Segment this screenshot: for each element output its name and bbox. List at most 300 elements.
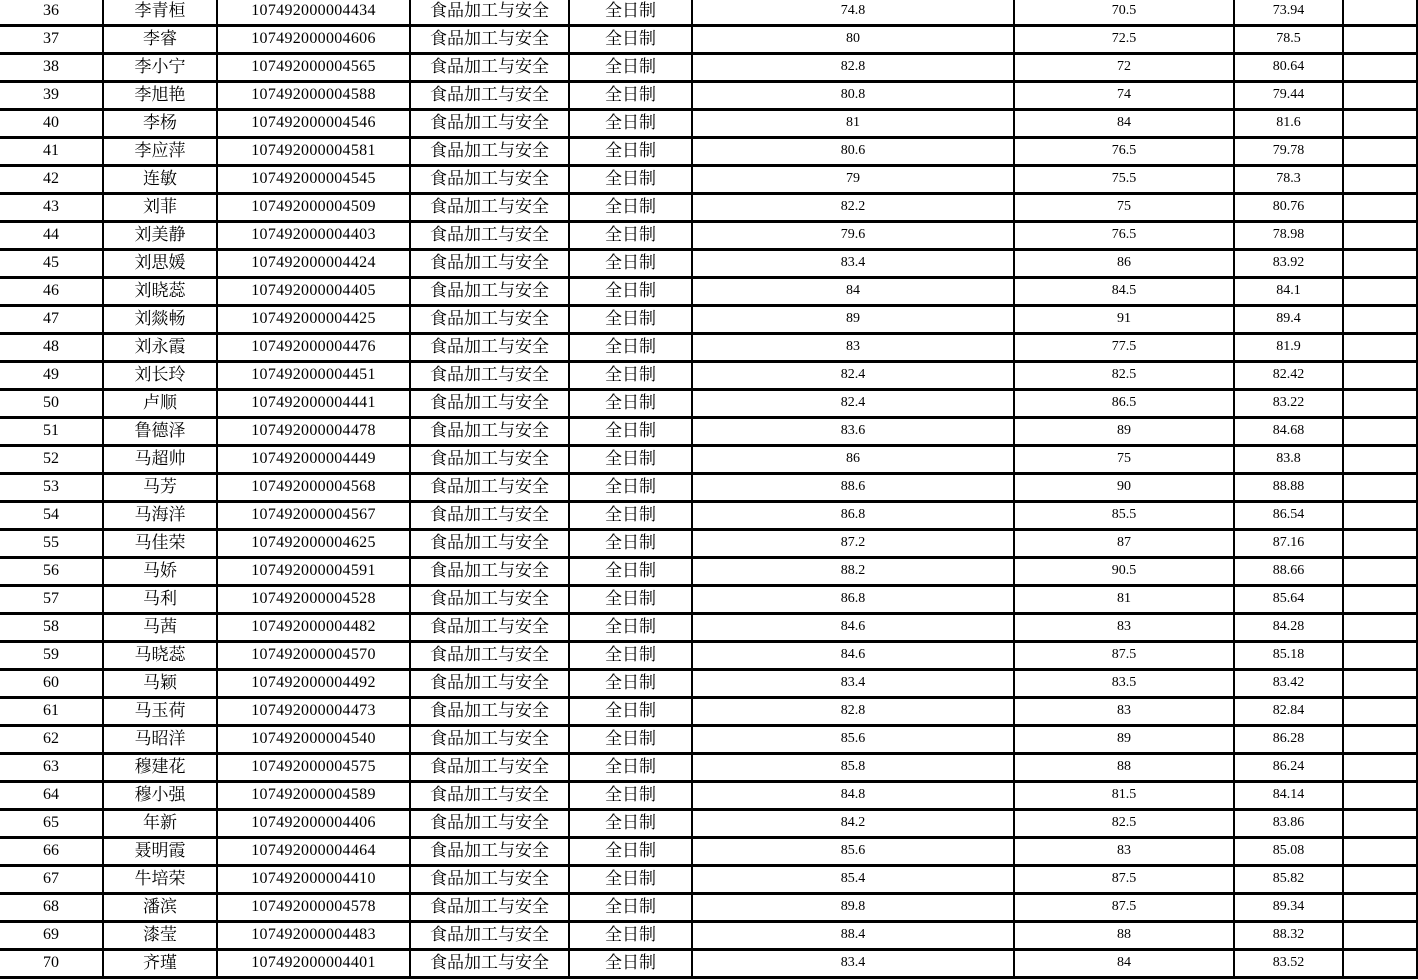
cell-score2: 75 <box>1015 195 1235 223</box>
table-row <box>0 419 1418 447</box>
cell-serial-number: 40 <box>0 111 104 139</box>
table-row <box>0 895 1418 923</box>
cell-score2: 85.5 <box>1015 503 1235 531</box>
cell-major: 食品加工与安全 <box>411 27 570 55</box>
cell-remark <box>1344 951 1418 979</box>
cell-study-mode: 全日制 <box>570 167 693 195</box>
cell-serial-number: 43 <box>0 195 104 223</box>
table-row <box>0 475 1418 503</box>
table-row <box>0 391 1418 419</box>
table-row <box>0 363 1418 391</box>
cell-exam-id: 107492000004591 <box>218 559 411 587</box>
table-row <box>0 251 1418 279</box>
cell-score1: 84.6 <box>693 615 1015 643</box>
table-row <box>0 223 1418 251</box>
cell-score2: 87.5 <box>1015 643 1235 671</box>
cell-major: 食品加工与安全 <box>411 699 570 727</box>
table-row <box>0 699 1418 727</box>
cell-total-score: 78.5 <box>1235 27 1344 55</box>
table-row <box>0 503 1418 531</box>
cell-study-mode: 全日制 <box>570 391 693 419</box>
cell-serial-number: 36 <box>0 0 104 27</box>
cell-total-score: 83.42 <box>1235 671 1344 699</box>
cell-name: 马晓蕊 <box>104 643 218 671</box>
cell-score2: 72.5 <box>1015 27 1235 55</box>
cell-serial-number: 50 <box>0 391 104 419</box>
cell-total-score: 85.82 <box>1235 867 1344 895</box>
cell-remark <box>1344 167 1418 195</box>
cell-score2: 84.5 <box>1015 279 1235 307</box>
cell-remark <box>1344 27 1418 55</box>
cell-name: 马娇 <box>104 559 218 587</box>
table-row <box>0 811 1418 839</box>
cell-serial-number: 55 <box>0 531 104 559</box>
cell-exam-id: 107492000004545 <box>218 167 411 195</box>
cell-serial-number: 41 <box>0 139 104 167</box>
cell-major: 食品加工与安全 <box>411 0 570 27</box>
cell-score1: 88.4 <box>693 923 1015 951</box>
cell-remark <box>1344 587 1418 615</box>
cell-score2: 84 <box>1015 951 1235 979</box>
cell-exam-id: 107492000004606 <box>218 27 411 55</box>
cell-total-score: 73.94 <box>1235 0 1344 27</box>
cell-remark <box>1344 223 1418 251</box>
cell-total-score: 84.68 <box>1235 419 1344 447</box>
cell-total-score: 88.66 <box>1235 559 1344 587</box>
table-row <box>0 615 1418 643</box>
table-row <box>0 755 1418 783</box>
table-row <box>0 0 1418 27</box>
cell-score1: 82.2 <box>693 195 1015 223</box>
cell-total-score: 84.28 <box>1235 615 1344 643</box>
cell-score1: 74.8 <box>693 0 1015 27</box>
cell-serial-number: 62 <box>0 727 104 755</box>
cell-remark <box>1344 0 1418 27</box>
cell-exam-id: 107492000004464 <box>218 839 411 867</box>
cell-exam-id: 107492000004483 <box>218 923 411 951</box>
cell-score2: 88 <box>1015 755 1235 783</box>
cell-serial-number: 38 <box>0 55 104 83</box>
cell-exam-id: 107492000004492 <box>218 671 411 699</box>
cell-study-mode: 全日制 <box>570 27 693 55</box>
cell-score1: 80 <box>693 27 1015 55</box>
cell-name: 刘晓蕊 <box>104 279 218 307</box>
cell-score2: 84 <box>1015 111 1235 139</box>
cell-score1: 83.6 <box>693 419 1015 447</box>
cell-total-score: 83.86 <box>1235 811 1344 839</box>
cell-major: 食品加工与安全 <box>411 755 570 783</box>
cell-score2: 76.5 <box>1015 223 1235 251</box>
cell-total-score: 86.54 <box>1235 503 1344 531</box>
cell-score2: 74 <box>1015 83 1235 111</box>
cell-name: 李睿 <box>104 27 218 55</box>
cell-major: 食品加工与安全 <box>411 951 570 979</box>
cell-remark <box>1344 559 1418 587</box>
cell-total-score: 82.84 <box>1235 699 1344 727</box>
cell-total-score: 80.64 <box>1235 55 1344 83</box>
cell-total-score: 78.3 <box>1235 167 1344 195</box>
cell-remark <box>1344 755 1418 783</box>
cell-exam-id: 107492000004473 <box>218 699 411 727</box>
cell-total-score: 83.92 <box>1235 251 1344 279</box>
cell-major: 食品加工与安全 <box>411 363 570 391</box>
cell-score1: 85.4 <box>693 867 1015 895</box>
cell-name: 马芳 <box>104 475 218 503</box>
cell-serial-number: 65 <box>0 811 104 839</box>
cell-name: 李小宁 <box>104 55 218 83</box>
cell-score1: 79 <box>693 167 1015 195</box>
cell-score1: 80.6 <box>693 139 1015 167</box>
cell-serial-number: 58 <box>0 615 104 643</box>
cell-exam-id: 107492000004405 <box>218 279 411 307</box>
cell-score1: 83.4 <box>693 951 1015 979</box>
cell-score1: 82.8 <box>693 55 1015 83</box>
cell-study-mode: 全日制 <box>570 447 693 475</box>
cell-study-mode: 全日制 <box>570 0 693 27</box>
cell-remark <box>1344 503 1418 531</box>
table-row <box>0 951 1418 979</box>
cell-major: 食品加工与安全 <box>411 335 570 363</box>
cell-total-score: 88.32 <box>1235 923 1344 951</box>
table-row <box>0 139 1418 167</box>
table-row <box>0 335 1418 363</box>
cell-serial-number: 60 <box>0 671 104 699</box>
cell-study-mode: 全日制 <box>570 615 693 643</box>
cell-remark <box>1344 811 1418 839</box>
cell-name: 李旭艳 <box>104 83 218 111</box>
cell-total-score: 89.4 <box>1235 307 1344 335</box>
cell-exam-id: 107492000004410 <box>218 867 411 895</box>
cell-major: 食品加工与安全 <box>411 307 570 335</box>
cell-score2: 77.5 <box>1015 335 1235 363</box>
cell-study-mode: 全日制 <box>570 671 693 699</box>
cell-total-score: 84.14 <box>1235 783 1344 811</box>
cell-score1: 84.2 <box>693 811 1015 839</box>
cell-score1: 82.4 <box>693 363 1015 391</box>
cell-remark <box>1344 195 1418 223</box>
cell-study-mode: 全日制 <box>570 643 693 671</box>
cell-serial-number: 59 <box>0 643 104 671</box>
cell-major: 食品加工与安全 <box>411 447 570 475</box>
cell-study-mode: 全日制 <box>570 699 693 727</box>
cell-score1: 85.6 <box>693 839 1015 867</box>
cell-name: 年新 <box>104 811 218 839</box>
cell-name: 马佳荣 <box>104 531 218 559</box>
cell-score1: 82.8 <box>693 699 1015 727</box>
cell-major: 食品加工与安全 <box>411 475 570 503</box>
cell-major: 食品加工与安全 <box>411 167 570 195</box>
cell-serial-number: 69 <box>0 923 104 951</box>
cell-name: 马海洋 <box>104 503 218 531</box>
cell-exam-id: 107492000004565 <box>218 55 411 83</box>
cell-score1: 89 <box>693 307 1015 335</box>
cell-remark <box>1344 251 1418 279</box>
cell-serial-number: 64 <box>0 783 104 811</box>
cell-exam-id: 107492000004528 <box>218 587 411 615</box>
cell-serial-number: 49 <box>0 363 104 391</box>
cell-score2: 81 <box>1015 587 1235 615</box>
cell-total-score: 81.9 <box>1235 335 1344 363</box>
cell-total-score: 78.98 <box>1235 223 1344 251</box>
cell-score2: 87 <box>1015 531 1235 559</box>
cell-major: 食品加工与安全 <box>411 923 570 951</box>
cell-name: 聂明霞 <box>104 839 218 867</box>
table-row <box>0 643 1418 671</box>
cell-major: 食品加工与安全 <box>411 83 570 111</box>
cell-remark <box>1344 83 1418 111</box>
cell-name: 马玉荷 <box>104 699 218 727</box>
cell-study-mode: 全日制 <box>570 475 693 503</box>
cell-name: 刘长玲 <box>104 363 218 391</box>
cell-study-mode: 全日制 <box>570 531 693 559</box>
cell-total-score: 83.22 <box>1235 391 1344 419</box>
cell-major: 食品加工与安全 <box>411 839 570 867</box>
cell-name: 刘菲 <box>104 195 218 223</box>
cell-total-score: 87.16 <box>1235 531 1344 559</box>
cell-score2: 86.5 <box>1015 391 1235 419</box>
cell-study-mode: 全日制 <box>570 83 693 111</box>
cell-score1: 84 <box>693 279 1015 307</box>
cell-remark <box>1344 139 1418 167</box>
cell-score2: 91 <box>1015 307 1235 335</box>
cell-exam-id: 107492000004546 <box>218 111 411 139</box>
cell-exam-id: 107492000004425 <box>218 307 411 335</box>
cell-exam-id: 107492000004478 <box>218 419 411 447</box>
cell-exam-id: 107492000004589 <box>218 783 411 811</box>
cell-score1: 88.6 <box>693 475 1015 503</box>
cell-study-mode: 全日制 <box>570 139 693 167</box>
cell-major: 食品加工与安全 <box>411 223 570 251</box>
cell-exam-id: 107492000004568 <box>218 475 411 503</box>
cell-exam-id: 107492000004424 <box>218 251 411 279</box>
cell-name: 李杨 <box>104 111 218 139</box>
cell-total-score: 79.78 <box>1235 139 1344 167</box>
cell-major: 食品加工与安全 <box>411 195 570 223</box>
cell-exam-id: 107492000004625 <box>218 531 411 559</box>
cell-name: 马利 <box>104 587 218 615</box>
cell-major: 食品加工与安全 <box>411 559 570 587</box>
table-row <box>0 447 1418 475</box>
cell-exam-id: 107492000004567 <box>218 503 411 531</box>
cell-remark <box>1344 391 1418 419</box>
cell-major: 食品加工与安全 <box>411 391 570 419</box>
cell-total-score: 85.18 <box>1235 643 1344 671</box>
table-row <box>0 111 1418 139</box>
cell-major: 食品加工与安全 <box>411 895 570 923</box>
cell-score1: 86.8 <box>693 587 1015 615</box>
cell-remark <box>1344 419 1418 447</box>
cell-study-mode: 全日制 <box>570 951 693 979</box>
cell-study-mode: 全日制 <box>570 223 693 251</box>
cell-study-mode: 全日制 <box>570 867 693 895</box>
cell-score1: 83.4 <box>693 671 1015 699</box>
cell-major: 食品加工与安全 <box>411 55 570 83</box>
cell-score1: 85.6 <box>693 727 1015 755</box>
cell-exam-id: 107492000004434 <box>218 0 411 27</box>
cell-remark <box>1344 895 1418 923</box>
cell-major: 食品加工与安全 <box>411 811 570 839</box>
cell-remark <box>1344 783 1418 811</box>
table-row <box>0 867 1418 895</box>
cell-score1: 85.8 <box>693 755 1015 783</box>
cell-serial-number: 45 <box>0 251 104 279</box>
cell-name: 连敏 <box>104 167 218 195</box>
cell-total-score: 86.24 <box>1235 755 1344 783</box>
cell-serial-number: 52 <box>0 447 104 475</box>
cell-serial-number: 51 <box>0 419 104 447</box>
cell-remark <box>1344 727 1418 755</box>
cell-total-score: 86.28 <box>1235 727 1344 755</box>
cell-remark <box>1344 699 1418 727</box>
cell-remark <box>1344 363 1418 391</box>
cell-exam-id: 107492000004509 <box>218 195 411 223</box>
cell-major: 食品加工与安全 <box>411 139 570 167</box>
cell-major: 食品加工与安全 <box>411 615 570 643</box>
cell-exam-id: 107492000004482 <box>218 615 411 643</box>
cell-exam-id: 107492000004401 <box>218 951 411 979</box>
cell-score2: 81.5 <box>1015 783 1235 811</box>
cell-study-mode: 全日制 <box>570 307 693 335</box>
cell-score2: 89 <box>1015 727 1235 755</box>
cell-exam-id: 107492000004441 <box>218 391 411 419</box>
table-row <box>0 195 1418 223</box>
cell-score1: 83 <box>693 335 1015 363</box>
cell-serial-number: 53 <box>0 475 104 503</box>
cell-score2: 83 <box>1015 699 1235 727</box>
cell-name: 刘燚畅 <box>104 307 218 335</box>
table-row <box>0 587 1418 615</box>
cell-name: 马茜 <box>104 615 218 643</box>
table-row <box>0 531 1418 559</box>
cell-score2: 76.5 <box>1015 139 1235 167</box>
cell-score2: 86 <box>1015 251 1235 279</box>
cell-exam-id: 107492000004588 <box>218 83 411 111</box>
cell-score2: 90 <box>1015 475 1235 503</box>
cell-major: 食品加工与安全 <box>411 727 570 755</box>
cell-score1: 86.8 <box>693 503 1015 531</box>
cell-study-mode: 全日制 <box>570 55 693 83</box>
cell-score1: 83.4 <box>693 251 1015 279</box>
cell-score2: 89 <box>1015 419 1235 447</box>
cell-name: 李青桓 <box>104 0 218 27</box>
cell-serial-number: 56 <box>0 559 104 587</box>
cell-study-mode: 全日制 <box>570 783 693 811</box>
cell-name: 鲁德泽 <box>104 419 218 447</box>
cell-exam-id: 107492000004578 <box>218 895 411 923</box>
cell-score2: 87.5 <box>1015 895 1235 923</box>
cell-study-mode: 全日制 <box>570 195 693 223</box>
cell-score2: 87.5 <box>1015 867 1235 895</box>
cell-name: 刘永霞 <box>104 335 218 363</box>
cell-serial-number: 61 <box>0 699 104 727</box>
cell-exam-id: 107492000004581 <box>218 139 411 167</box>
cell-major: 食品加工与安全 <box>411 671 570 699</box>
cell-remark <box>1344 531 1418 559</box>
cell-score2: 90.5 <box>1015 559 1235 587</box>
cell-name: 牛培荣 <box>104 867 218 895</box>
cell-serial-number: 39 <box>0 83 104 111</box>
table-row <box>0 783 1418 811</box>
cell-total-score: 81.6 <box>1235 111 1344 139</box>
cell-serial-number: 68 <box>0 895 104 923</box>
cell-major: 食品加工与安全 <box>411 419 570 447</box>
cell-score1: 79.6 <box>693 223 1015 251</box>
cell-remark <box>1344 307 1418 335</box>
table-row <box>0 839 1418 867</box>
cell-name: 齐瑾 <box>104 951 218 979</box>
cell-serial-number: 47 <box>0 307 104 335</box>
cell-score1: 81 <box>693 111 1015 139</box>
cell-study-mode: 全日制 <box>570 251 693 279</box>
cell-name: 李应萍 <box>104 139 218 167</box>
cell-exam-id: 107492000004575 <box>218 755 411 783</box>
cell-remark <box>1344 475 1418 503</box>
cell-score1: 84.6 <box>693 643 1015 671</box>
cell-total-score: 79.44 <box>1235 83 1344 111</box>
cell-total-score: 85.64 <box>1235 587 1344 615</box>
cell-remark <box>1344 867 1418 895</box>
table-row <box>0 27 1418 55</box>
cell-total-score: 88.88 <box>1235 475 1344 503</box>
cell-score1: 84.8 <box>693 783 1015 811</box>
cell-study-mode: 全日制 <box>570 419 693 447</box>
cell-study-mode: 全日制 <box>570 335 693 363</box>
cell-score1: 88.2 <box>693 559 1015 587</box>
cell-score2: 83 <box>1015 615 1235 643</box>
cell-study-mode: 全日制 <box>570 923 693 951</box>
cell-major: 食品加工与安全 <box>411 783 570 811</box>
table-row <box>0 671 1418 699</box>
cell-study-mode: 全日制 <box>570 363 693 391</box>
cell-serial-number: 46 <box>0 279 104 307</box>
cell-major: 食品加工与安全 <box>411 279 570 307</box>
table-row <box>0 279 1418 307</box>
cell-major: 食品加工与安全 <box>411 503 570 531</box>
cell-score2: 88 <box>1015 923 1235 951</box>
cell-serial-number: 57 <box>0 587 104 615</box>
table-row <box>0 923 1418 951</box>
cell-score1: 82.4 <box>693 391 1015 419</box>
cell-total-score: 84.1 <box>1235 279 1344 307</box>
cell-score1: 87.2 <box>693 531 1015 559</box>
cell-exam-id: 107492000004406 <box>218 811 411 839</box>
cell-score2: 70.5 <box>1015 0 1235 27</box>
cell-remark <box>1344 923 1418 951</box>
cell-remark <box>1344 111 1418 139</box>
cell-study-mode: 全日制 <box>570 811 693 839</box>
cell-major: 食品加工与安全 <box>411 587 570 615</box>
cell-study-mode: 全日制 <box>570 111 693 139</box>
cell-study-mode: 全日制 <box>570 839 693 867</box>
cell-serial-number: 66 <box>0 839 104 867</box>
table-row <box>0 727 1418 755</box>
cell-score2: 75.5 <box>1015 167 1235 195</box>
cell-serial-number: 67 <box>0 867 104 895</box>
cell-score2: 82.5 <box>1015 363 1235 391</box>
cell-name: 穆小强 <box>104 783 218 811</box>
cell-remark <box>1344 643 1418 671</box>
cell-score2: 75 <box>1015 447 1235 475</box>
cell-serial-number: 63 <box>0 755 104 783</box>
cell-score2: 83 <box>1015 839 1235 867</box>
cell-remark <box>1344 335 1418 363</box>
cell-total-score: 83.52 <box>1235 951 1344 979</box>
cell-serial-number: 44 <box>0 223 104 251</box>
cell-total-score: 80.76 <box>1235 195 1344 223</box>
cell-major: 食品加工与安全 <box>411 643 570 671</box>
cell-name: 马颖 <box>104 671 218 699</box>
table-row <box>0 83 1418 111</box>
